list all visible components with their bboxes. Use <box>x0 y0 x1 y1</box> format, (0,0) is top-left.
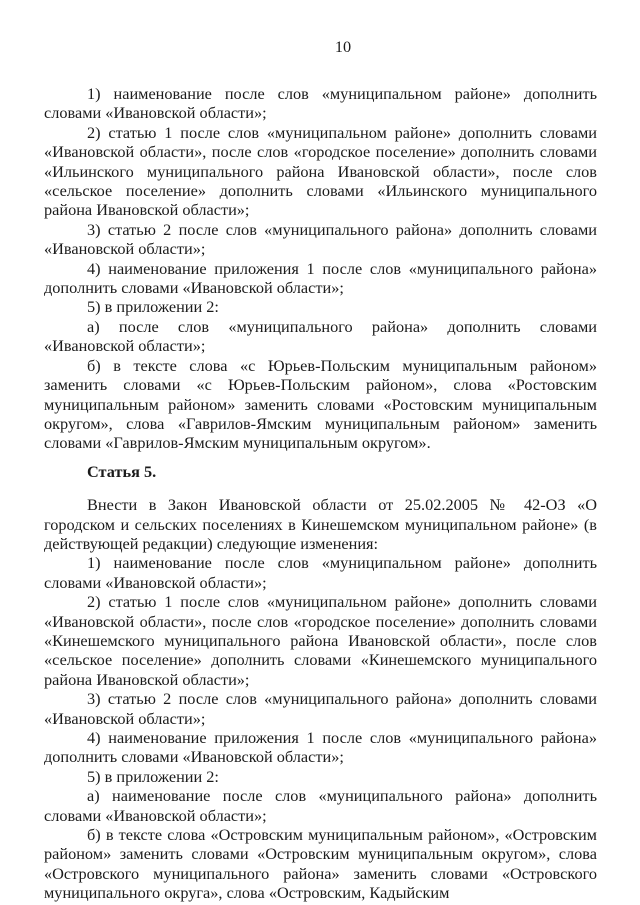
page-content <box>44 84 597 903</box>
amendment-item-a-4: 4) наименование приложения 1 после слов «муниципального района» дополнить словами «Ивановской области»; <box>44 258 597 298</box>
amendment-item-b-5b: б) в тексте слова «Островским муниципальным районом», «Островским районом» заменить словами «Островским муниципальным округом», слова «Островского муниципального района» заменить словами «Островского муниципального округа», слова «Островским, Кадыйским <box>44 825 597 903</box>
amendment-item-b-2: 2) статью 1 после слов «муниципальном районе» дополнить словами «Ивановской области», после слов «городское поселение» дополнить словами «Кинешемского муниципального района Ивановской области», после слов «сельское поселение» дополнить словами «Кинешемского муниципального района Ивановской области»; <box>44 592 597 689</box>
amendment-item-b-5a: а) наименование после слов «муниципального района» дополнить словами «Ивановской области»; <box>44 786 597 825</box>
amendment-item-b-4: 4) наименование приложения 1 после слов «муниципального района» дополнить словами «Ивановской области»; <box>44 728 597 767</box>
amendment-item-a-5: 5) в приложении 2: <box>87 297 219 317</box>
amendment-item-a-5b: б) в тексте слова «с Юрьев-Польским муниципальным районом» заменить словами «с Юрьев-Польским районом», слова «Ростовским муниципальным районом» заменить словами «Ростовским муниципальным округом», слова «Гаврилов-Ямским муниципальным районом» заменить словами «Гаврилов-Ямским муниципальным округом». <box>44 355 597 453</box>
amendment-item-a-5a: а) после слов «муниципального района» дополнить словами «Ивановской области»; <box>44 316 597 356</box>
article-5-intro: Внести в Закон Ивановской области от 25.02.2005 № 42-ОЗ «О городском и сельских поселениях в Кинешемском муниципальном районе» (в действующей редакции) следующие изменения: <box>44 495 597 553</box>
amendment-item-b-3: 3) статью 2 после слов «муниципального района» дополнить словами «Ивановской области»; <box>44 689 597 728</box>
amendment-item-b-1: 1) наименование после слов «муниципальном районе» дополнить словами «Ивановской области»; <box>44 553 597 592</box>
amendment-item-a-3: 3) статью 2 после слов «муниципального района» дополнить словами «Ивановской области»; <box>44 219 597 259</box>
article-5-heading: Статья 5. <box>87 461 157 481</box>
amendment-item-b-5: 5) в приложении 2: <box>87 766 219 786</box>
page-number: 10 <box>334 37 352 56</box>
amendment-item-a-1: 1) наименование после слов «муниципальном районе» дополнить словами «Ивановской области»; <box>44 84 597 123</box>
amendment-item-a-2: 2) статью 1 после слов «муниципальном районе» дополнить словами «Ивановской области», после слов «городское поселение» дополнить словами «Ильинского муниципального района Ивановской области», после слов «сельское поселение» дополнить словами «Ильинского муниципального района Ивановской области»; <box>44 122 597 220</box>
